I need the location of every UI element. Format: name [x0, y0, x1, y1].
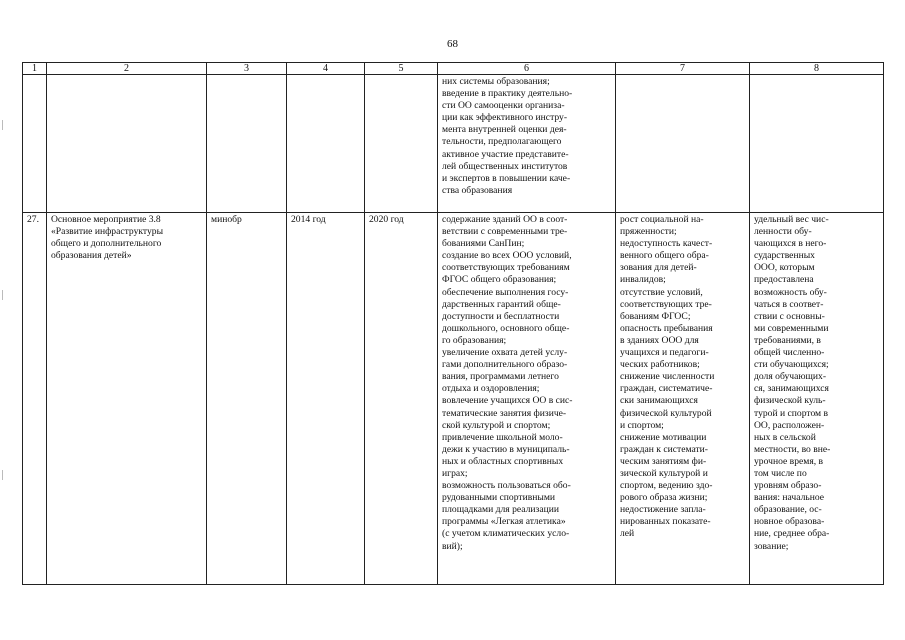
text-line: предоставлена — [754, 274, 814, 286]
page-number: 68 — [447, 38, 458, 50]
text-line: ции как эффективного инстру- — [442, 112, 568, 124]
text-line: увеличение охвата детей услу- — [442, 347, 568, 359]
cell-empty — [287, 75, 365, 213]
measure-name — [47, 213, 207, 585]
text-line: тельности, предполагающего — [442, 136, 562, 148]
text-line: чающихся в него- — [754, 238, 827, 250]
text-line: ленности обу- — [754, 226, 812, 238]
text-line: программы «Легкая атлетика» — [442, 516, 566, 528]
text-line: физической куль- — [754, 395, 826, 407]
text-line: соответствующих тре- — [620, 298, 712, 310]
row-number: 27. — [23, 213, 47, 585]
text-line: недостижение запла- — [620, 504, 706, 516]
header-col-3: 3 — [207, 63, 287, 75]
text-line: отдыха и оздоровления; — [442, 383, 540, 395]
end-year: 2020 год — [365, 213, 438, 585]
text-line: зования для детей- — [620, 262, 697, 274]
text-line: рудованными спортивными — [442, 492, 556, 504]
text-line: Основное мероприятие 3.8 — [51, 214, 161, 225]
text-line: ветствии с современными тре- — [442, 226, 568, 238]
start-year: 2014 год — [287, 213, 365, 585]
text-line: бованиям ФГОС; — [620, 310, 691, 322]
text-line: введение в практику деятельно- — [442, 88, 573, 100]
header-col-6: 6 — [438, 63, 616, 75]
cell-empty — [750, 75, 884, 213]
executor: минобр — [207, 213, 287, 585]
text-line: мента внутренней оценки дея- — [442, 124, 567, 136]
header-col-2: 2 — [47, 63, 207, 75]
table-row-27 — [23, 213, 884, 585]
text-line: вания: начальное — [754, 492, 825, 504]
text-line: в зданиях ООО для — [620, 334, 699, 346]
text-line: ски занимающихся — [620, 395, 698, 407]
text-line: ства образования — [442, 184, 513, 196]
text-line: доля обучающих- — [754, 371, 827, 383]
header-col-5: 5 — [365, 63, 438, 75]
text-line: содержание зданий ОО в соот- — [442, 214, 568, 225]
consequences — [616, 213, 750, 585]
scan-mark — [2, 470, 6, 480]
text-line: и спортом; — [620, 419, 664, 431]
text-line: сти обучающихся; — [754, 359, 829, 371]
text-line: вовлечение учащихся ОО в сис- — [442, 395, 573, 407]
text-line: зование; — [754, 540, 789, 552]
text-line: снижение мотивации — [620, 431, 707, 443]
text-line: рост социальной на- — [620, 214, 704, 225]
text-line: учащихся и педагоги- — [620, 347, 709, 359]
cell-empty — [47, 75, 207, 213]
text-line: ных в сельской — [754, 431, 816, 443]
header-col-1: 1 — [23, 63, 47, 75]
text-line: физической культурой — [620, 407, 712, 419]
cell-empty — [616, 75, 750, 213]
text-line: лей — [620, 528, 635, 540]
text-line: ных и областных спортивных — [442, 455, 564, 467]
indicators — [750, 213, 884, 585]
text-line: дошкольного, основного обще- — [442, 322, 570, 334]
text-line: венного общего обра- — [620, 250, 709, 262]
text-line: вий); — [442, 540, 463, 552]
text-line: рового образа жизни; — [620, 492, 708, 504]
text-line: создание во всех ООО условий, — [442, 250, 572, 262]
text-line: дарственных гарантий обще- — [442, 298, 561, 310]
text-line: граждан, систематиче- — [620, 383, 713, 395]
text-line: урочное время, в — [754, 455, 824, 467]
text-line: обеспечение выполнения госу- — [442, 286, 569, 298]
header-row — [23, 63, 884, 75]
measures-table — [22, 62, 884, 585]
text-line: образование, ос- — [754, 504, 822, 516]
text-line: новное образова- — [754, 516, 825, 528]
text-line: общего и дополнительного — [51, 238, 162, 250]
expected-results — [438, 213, 616, 585]
table-row-continuation — [23, 75, 884, 213]
text-line: возможность пользоваться обо- — [442, 480, 571, 492]
text-line: уровням образо- — [754, 480, 822, 492]
text-line: ческим занятиям фи- — [620, 455, 707, 467]
text-line: «Развитие инфраструктуры — [51, 226, 164, 238]
text-line: местности, во вне- — [754, 443, 831, 455]
text-line: и экспертов в повышении каче- — [442, 172, 571, 184]
text-line: отсутствие условий, — [620, 286, 703, 298]
text-line: сти ОО самооценки организа- — [442, 100, 565, 112]
text-line: граждан к системати- — [620, 443, 708, 455]
header-col-4: 4 — [287, 63, 365, 75]
text-line: ся, занимающихся — [754, 383, 829, 395]
text-line: ФГОС общего образования; — [442, 274, 557, 286]
text-line: дежи к участию в муниципаль- — [442, 443, 570, 455]
cell-empty — [207, 75, 287, 213]
text-line: гами дополнительного образо- — [442, 359, 568, 371]
cell-empty — [23, 75, 47, 213]
text-line: ческих работников; — [620, 359, 700, 371]
text-line: спортом, ведению здо- — [620, 480, 713, 492]
text-line: опасность пребывания — [620, 322, 713, 334]
text-line: общей численно- — [754, 347, 825, 359]
text-line: том числе по — [754, 467, 807, 479]
text-line: играх; — [442, 467, 468, 479]
text-line: ние, среднее обра- — [754, 528, 830, 540]
text-line: возможность обу- — [754, 286, 827, 298]
text-line: недоступность качест- — [620, 238, 713, 250]
text-line: лей общественных институтов — [442, 160, 568, 172]
text-line: пряженности; — [620, 226, 677, 238]
text-line: го образования; — [442, 334, 507, 346]
text-line: зической культурой и — [620, 467, 708, 479]
text-line: инвалидов; — [620, 274, 666, 286]
text-line: чаться в соответ- — [754, 298, 824, 310]
text-line: вания, программами летнего — [442, 371, 559, 383]
scan-mark — [2, 120, 6, 130]
cell-continuation-col6 — [438, 75, 616, 213]
header-col-7: 7 — [616, 63, 750, 75]
text-line: ми современными — [754, 322, 829, 334]
text-line: ской культурой и спортом; — [442, 419, 551, 431]
text-line: бованиями СанПин; — [442, 238, 525, 250]
text-line: площадками для реализации — [442, 504, 559, 516]
text-line: ствии с основны- — [754, 310, 825, 322]
text-line: образования детей» — [51, 250, 132, 262]
header-col-8: 8 — [750, 63, 884, 75]
text-line: тематические занятия физиче- — [442, 407, 567, 419]
scan-mark — [2, 290, 6, 300]
text-line: требованиями, в — [754, 334, 821, 346]
text-line: привлечение школьной моло- — [442, 431, 563, 443]
text-line: сударственных — [754, 250, 815, 262]
text-line: (с учетом климатических усло- — [442, 528, 570, 540]
text-line: удельный вес чис- — [754, 214, 829, 225]
text-line: нированных показате- — [620, 516, 711, 528]
text-line: снижение численности — [620, 371, 715, 383]
text-line: соответствующих требованиям — [442, 262, 570, 274]
text-line: турой и спортом в — [754, 407, 829, 419]
text-line: активное участие представите- — [442, 148, 569, 160]
text-line: них системы образования; — [442, 76, 550, 87]
cell-empty — [365, 75, 438, 213]
text-line: доступности и бесплатности — [442, 310, 560, 322]
text-line: ООО, которым — [754, 262, 815, 274]
text-line: ОО, расположен- — [754, 419, 825, 431]
